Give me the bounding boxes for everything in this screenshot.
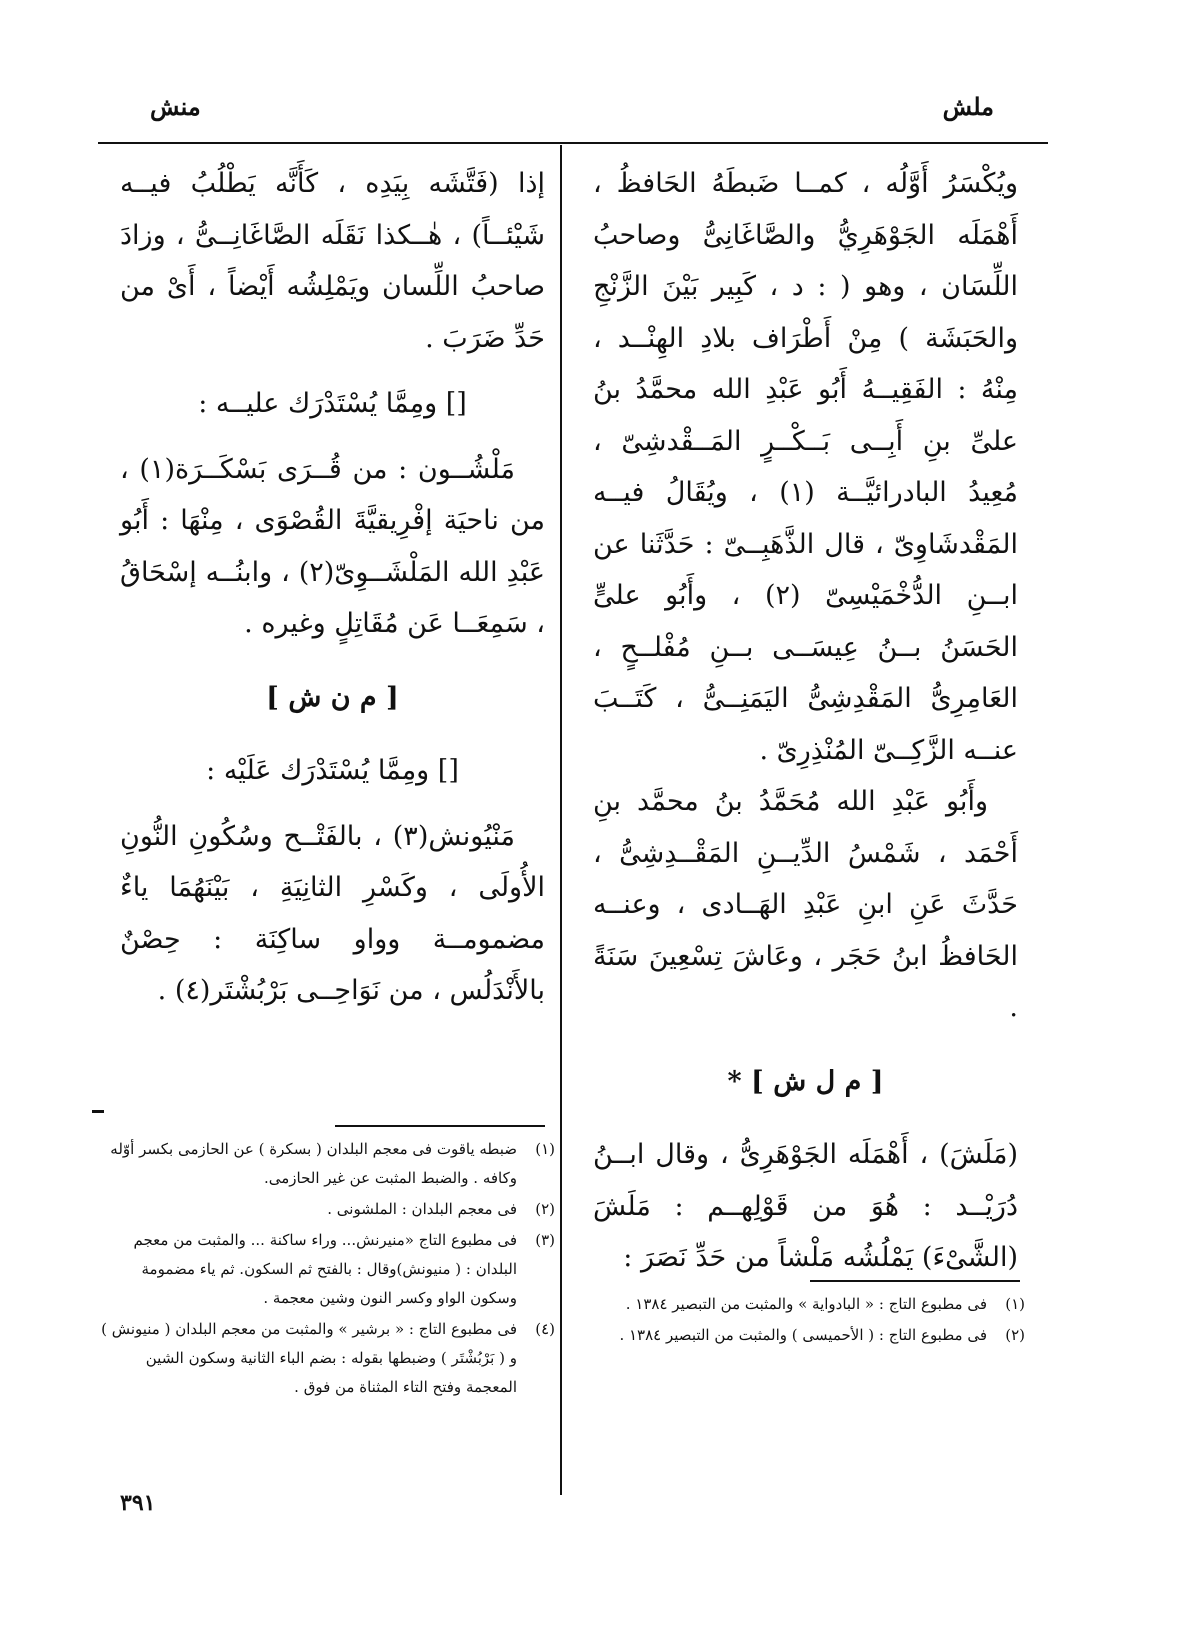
right-paragraph-1: ويُكْسَرُ أَوَّلُه ، كمــا ضَبطَهُ الحَافظُ ، أَهْمَلَه الجَوْهَرِيُّ والصَّاغَانِىُّ وصاحبُ اللِّسَان ، وهو ( : د ، كَبِير بَيْنَ الزَّنْجِ والحَبَشَة ) مِنْ أَطْرَاف بلادِ الهِنْــد ، مِنْهُ : الفَقِيــهُ أَبُو عَبْدِ الله محمَّدُ بنُ علىِّ بنِ أَبِــى بَــكْــرٍ المَــقْدشِىّ ، مُعِيدُ البادرائيَّــة (١) ، ويُقَالُ فيــه المَقْدشَاوِىّ ، قال الذَّهَبِــىّ : حَدَّثَنا عن ابــنِ الدُّخْمَيْسِىّ (٢) ، وأَبُو علىٍّ الحَسَنُ بــنُ عِيسَــى بــنِ مُفْلــحٍ ، العَامِرِىُّ المَقْدِشِىُّ اليَمَنِــىُّ ، كَتَــبَ عنــه الزَّكِــىّ المُنْذِرِىّ .	[593, 168, 1018, 766]
left-paragraph-3: مَنْيُونش(٣) ، بالفَتْــح وسُكُونِ النُّونِ الأُولَى ، وكَسْرِ الثانِيَةِ ، بَيْنَهُمَا ياءٌ مضمومــة وواو ساكِنَة : حِصْنٌ بالأَنْدَلُس ، من نَوَاحِــى بَرْبُشْتَر(٤) .	[120, 820, 545, 1006]
right-paragraph-3: (مَلَشَ) ، أَهْمَلَه الجَوْهَرِىُّ ، وقال ابــنُ دُرَيْــد : هُوَ من قَوْلِهــم : مَلَشَ (الشَّىْءَ) يَمْلُشُه مَلْشاً من حَدِّ نَصَرَ :	[593, 1139, 1018, 1273]
footnote-rule-left	[335, 1125, 545, 1127]
right-column	[593, 158, 1018, 1284]
footnote-number: (٢)	[1005, 1326, 1025, 1344]
footnote-text: فى مطبوع التاج : ( الأحميسى ) والمثبت من التبصير ١٣٨٤ .	[619, 1326, 987, 1344]
footnote-number: (٣)	[535, 1231, 555, 1249]
mustadrak-line-2: [] ومِمَّا يُسْتَدْرَك عَلَيْه :	[206, 755, 459, 786]
footnote-item	[595, 1321, 1025, 1350]
footnote-number: (١)	[535, 1140, 555, 1158]
column-divider	[560, 145, 562, 1495]
footnote-item	[100, 1315, 555, 1402]
margin-mark	[92, 1110, 104, 1113]
running-header-right: ملش	[942, 92, 994, 121]
footnote-number: (١)	[1005, 1295, 1025, 1313]
footnote-text: فى مطبوع التاج : « البادواية » والمثبت من التبصير ١٣٨٤ .	[625, 1295, 987, 1313]
footnote-item	[100, 1135, 555, 1193]
footnote-text: ضبطه ياقوت فى معجم البلدان ( بسكرة ) عن الحازمى بكسر أوّله وكافه . والضبط المثبت عن غير الحازمى.	[110, 1140, 517, 1187]
section-heading-mnsh: [ م ن ش ]	[266, 681, 399, 713]
running-header-left: منش	[150, 92, 201, 121]
section-heading-mlsh: [ م ل ش ] *	[727, 1065, 884, 1097]
footnote-text: فى مطبوع التاج «منيرنش... وراء ساكنة ... والمثبت من معجم البلدان : ( منيونش)وقال : بالفتح ثم السكون. ثم ياء مضمومة وسكون الواو وكسر النون وشين معجمة .	[133, 1231, 517, 1307]
mustadrak-line-1: [] ومِمَّا يُسْتَدْرَك عليــه :	[198, 388, 467, 419]
footnotes-left	[100, 1135, 555, 1404]
header-rule	[98, 142, 1048, 144]
right-paragraph-2: وأَبُو عَبْدِ الله مُحَمَّدُ بنُ محمَّد بنِ أَحْمَد ، شَمْسُ الدِّيــنِ المَقْــدِشِىُّ ، حَدَّثَ عَنِ ابنِ عَبْدِ الهَــادى ، وعنــه الحَافظُ ابنُ حَجَر ، وعَاشَ تِسْعِينَ سَنَةً .	[593, 786, 1018, 1023]
footnote-item	[100, 1195, 555, 1224]
footnote-item	[595, 1290, 1025, 1319]
footnote-number: (٤)	[535, 1320, 555, 1338]
footnote-text: فى مطبوع التاج : « برشير » والمثبت من معجم البلدان ( منيونش ) و ( بَرْبُشْتَر ) وضبطها بقوله : بضم الباء الثانية وسكون الشين المعجمة وفتح التاء المثناة من فوق .	[101, 1320, 517, 1396]
left-column	[120, 158, 545, 1017]
page-number: ٣٩١	[120, 1490, 156, 1516]
footnote-number: (٢)	[535, 1200, 555, 1218]
left-paragraph-1: إذا (فَتَّشَه بِيَدِه ، كَأَنَّه يَطْلُبُ فيــه شَيْئــاً) ، هٰــكذا نَقَلَه الصَّاغَانِــىُّ ، وزادَ صاحبُ اللِّسان ويَمْلِشُه أَيْضاً ، أَىْ من حَدِّ ضَرَبَ .	[120, 168, 545, 354]
footnote-item	[100, 1226, 555, 1313]
footnotes-right	[595, 1290, 1025, 1352]
footnote-text: فى معجم البلدان : الملشونى .	[327, 1200, 517, 1218]
left-paragraph-2: مَلْشُــون : من قُــرَى بَسْكَــرَة(١) ، من ناحيَة إفْرِيقيَّةَ القُصْوَى ، مِنْهَا : أَبُو عَبْدِ الله المَلْشَــوِىّ(٢) ، وابنُــه إسْحَاقُ ، سَمِعَــا عَن مُقَاتِلٍ وغيره .	[120, 453, 545, 639]
footnote-rule-right	[810, 1280, 1020, 1282]
